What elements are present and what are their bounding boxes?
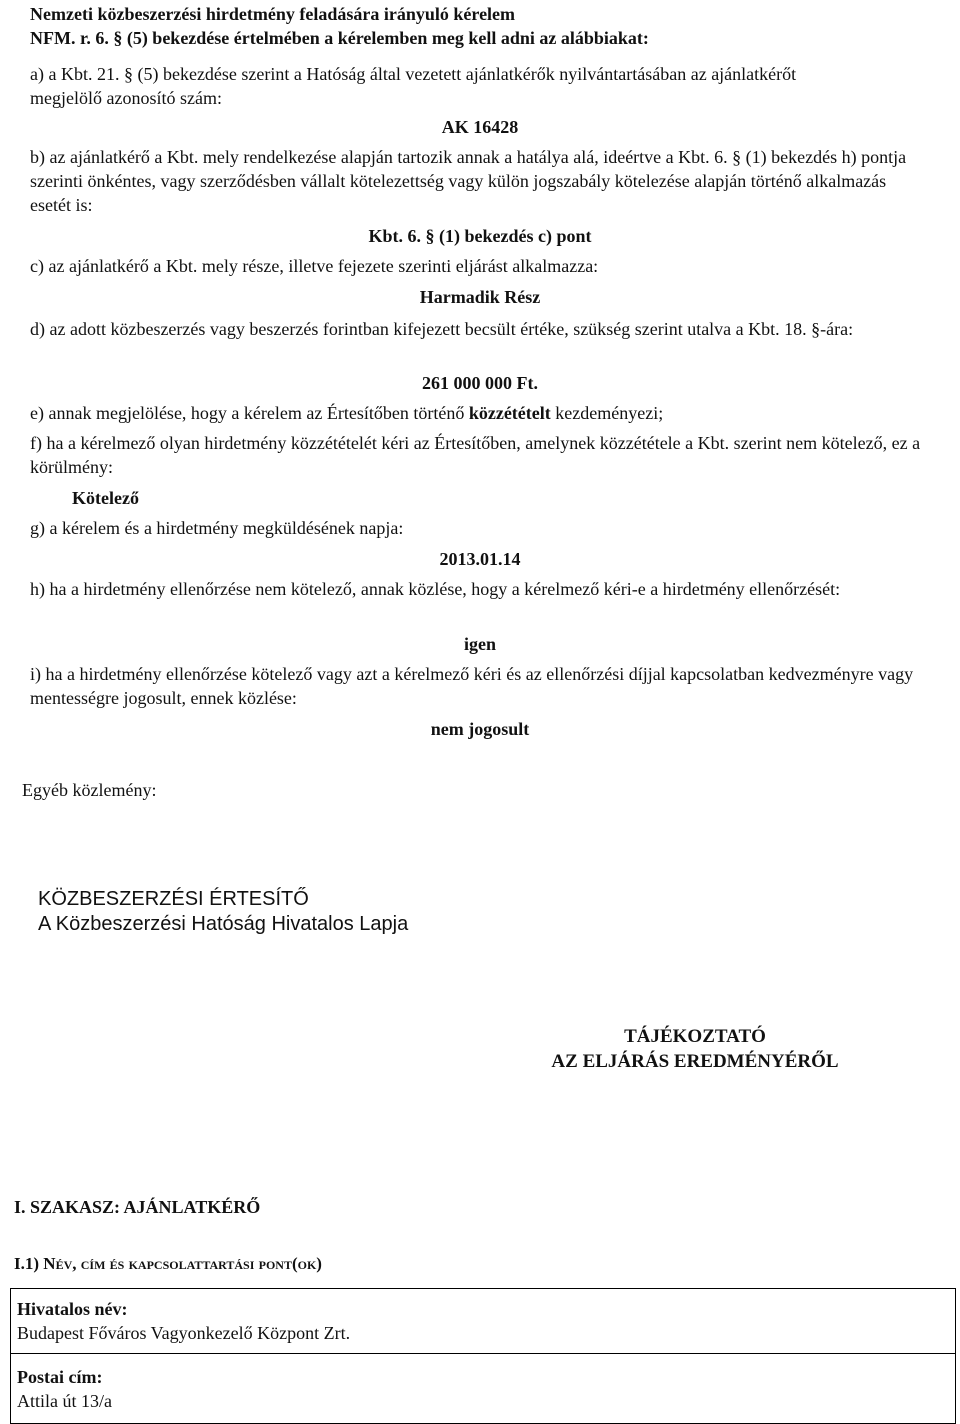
item-d-value: 261 000 000 Ft.: [422, 373, 538, 393]
item-a-text-2: megjelölő azonosító szám:: [30, 88, 222, 108]
item-g-value: 2013.01.14: [439, 549, 521, 569]
section-subtitle-prefix: I.1) N: [14, 1254, 56, 1273]
official-name-label: Hivatalos név:: [17, 1299, 128, 1319]
document-subtitle: NFM. r. 6. § (5) bekezdése értelmében a kérelemben meg kell adni az alábbiakat:: [30, 28, 649, 48]
item-c-text: c) az ajánlatkérő a Kbt. mely része, illetve fejezete szerinti eljárást alkalmazza:: [30, 256, 599, 276]
item-b-text: b) az ajánlatkérő a Kbt. mely rendelkezése alapján tartozik annak a hatálya alá, ideértve a Kbt. 6. § (1) bekezdés h) pontja szerinti önkéntes, vagy szerződésben vállalt kötelezettség vagy külön jogszabály kötelezése alapján történő alkalmazás esetét is:: [30, 147, 907, 215]
official-name-value: Budapest Főváros Vagyonkezelő Központ Zrt.: [17, 1323, 351, 1343]
item-e-text-start: e) annak megjelölése, hogy a kérelem az Értesítőben történő: [30, 403, 465, 423]
official-name-box: [10, 1288, 956, 1354]
item-e-bold: közzétételt: [468, 403, 551, 423]
info-title-1: TÁJÉKOZTATÓ: [624, 1026, 766, 1047]
item-a-value: AK 16428: [441, 117, 519, 137]
item-h-text: h) ha a hirdetmény ellenőrzése nem kötelező, annak közlése, hogy a kérelmező kéri-e a hirdetmény ellenőrzését:: [30, 579, 841, 599]
item-b-value: Kbt. 6. § (1) bekezdés c) pont: [368, 226, 592, 246]
item-f-text: f) ha a kérelmező olyan hirdetmény közzétételét kéri az Értesítőben, amelynek közzététele a Kbt. szerint nem kötelező, ez a körülmény:: [30, 433, 921, 477]
item-e-text-end: kezdeményezi;: [555, 403, 664, 423]
gazette-subtitle: A Közbeszerzési Hatóság Hivatalos Lapja: [38, 913, 409, 935]
section-subtitle: [14, 1252, 322, 1276]
item-f-value: Kötelező: [72, 488, 139, 508]
section-subtitle-rest: év, cím és kapcsolattartási pont(ok): [55, 1254, 322, 1273]
postal-address-box: [10, 1353, 956, 1424]
postal-address-value: Attila út 13/a: [17, 1391, 112, 1411]
item-d-text: d) az adott közbeszerzés vagy beszerzés forintban kifejezett becsült értéke, szükség szerint utalva a Kbt. 18. §-ára:: [30, 319, 854, 339]
item-i-text: i) ha a hirdetmény ellenőrzése kötelező vagy azt a kérelmező kéri és az ellenőrzési díjjal kapcsolatban kedvezményre vagy mentességre jogosult, ennek közlése:: [30, 664, 914, 708]
item-a-text-1: a) a Kbt. 21. § (5) bekezdése szerint a Hatóság által vezetett ajánlatkérők nyilvántartásában az ajánlatkérőt: [30, 64, 797, 84]
item-c-value: Harmadik Rész: [419, 287, 541, 307]
postal-address-label: Postai cím:: [17, 1367, 103, 1387]
section-title: I. SZAKASZ: AJÁNLATKÉRŐ: [14, 1197, 261, 1217]
item-g-text: g) a kérelem és a hirdetmény megküldésének napja:: [30, 518, 404, 538]
gazette-title: KÖZBESZERZÉSI ÉRTESÍTŐ: [38, 888, 309, 910]
item-i-value: nem jogosult: [430, 719, 530, 739]
other-notice-label: Egyéb közlemény:: [22, 780, 157, 800]
item-e-text: [30, 401, 663, 425]
item-h-value: igen: [463, 634, 496, 654]
info-title-2: AZ ELJÁRÁS EREDMÉNYÉRŐL: [551, 1051, 839, 1072]
document-title: Nemzeti közbeszerzési hirdetmény feladására irányuló kérelem: [30, 4, 516, 24]
